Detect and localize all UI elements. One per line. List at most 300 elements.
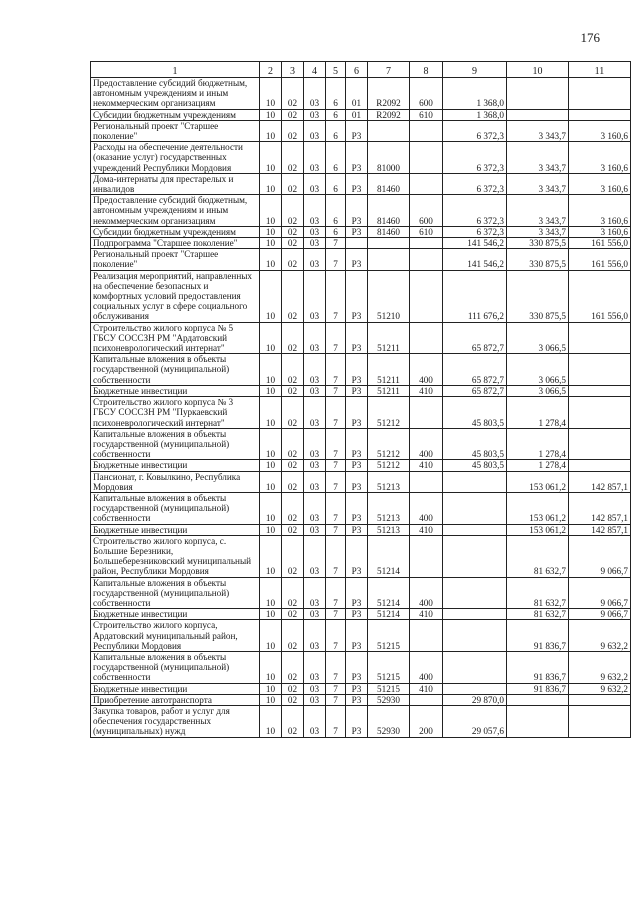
code-cell: 03 (304, 249, 326, 270)
amount-cell: 9 066,7 (569, 577, 631, 609)
code-cell: 03 (304, 471, 326, 492)
column-header: 5 (326, 62, 346, 78)
code-cell (410, 322, 443, 354)
code-cell: P3 (346, 460, 368, 471)
code-cell: 51215 (368, 683, 410, 694)
budget-table (90, 61, 631, 738)
amount-cell (569, 322, 631, 354)
column-header: 4 (304, 62, 326, 78)
code-cell: 7 (326, 651, 346, 683)
code-cell: 51214 (368, 535, 410, 577)
code-cell: 02 (282, 694, 304, 705)
amount-cell: 142 857,1 (569, 471, 631, 492)
code-cell: 81000 (368, 142, 410, 174)
code-cell: 7 (326, 609, 346, 620)
amount-cell (569, 460, 631, 471)
column-header: 11 (569, 62, 631, 78)
table-row (91, 620, 631, 652)
code-cell: P3 (346, 428, 368, 460)
amount-cell: 6 372,3 (443, 120, 507, 141)
code-cell: 51213 (368, 524, 410, 535)
amount-cell: 3 160,6 (569, 226, 631, 237)
table-row (91, 270, 631, 322)
table-row (91, 694, 631, 705)
code-cell: 10 (260, 524, 282, 535)
table-row (91, 651, 631, 683)
code-cell: 02 (282, 226, 304, 237)
code-cell: 51211 (368, 354, 410, 386)
table-row (91, 195, 631, 227)
code-cell: 02 (282, 705, 304, 737)
row-name-cell: Бюджетные инвестиции (91, 609, 260, 620)
code-cell: 610 (410, 226, 443, 237)
code-cell: 03 (304, 322, 326, 354)
code-cell: 7 (326, 694, 346, 705)
code-cell: 10 (260, 428, 282, 460)
amount-cell: 9 632,2 (569, 651, 631, 683)
amount-cell: 91 836,7 (507, 620, 569, 652)
amount-cell (507, 78, 569, 110)
amount-cell: 81 632,7 (507, 577, 569, 609)
code-cell: 7 (326, 705, 346, 737)
amount-cell (507, 694, 569, 705)
code-cell: P3 (346, 385, 368, 396)
table-row (91, 226, 631, 237)
amount-cell: 3 160,6 (569, 173, 631, 194)
code-cell: P3 (346, 705, 368, 737)
amount-cell: 91 836,7 (507, 683, 569, 694)
code-cell: 01 (346, 109, 368, 120)
code-cell: 02 (282, 620, 304, 652)
amount-cell: 9 066,7 (569, 535, 631, 577)
code-cell: 10 (260, 705, 282, 737)
table-row (91, 238, 631, 249)
code-cell: 10 (260, 694, 282, 705)
row-name-cell: Подпрограмма "Старшее поколение" (91, 238, 260, 249)
table-row (91, 173, 631, 194)
code-cell: 7 (326, 385, 346, 396)
amount-cell: 142 857,1 (569, 524, 631, 535)
code-cell: 10 (260, 471, 282, 492)
amount-cell: 141 546,2 (443, 238, 507, 249)
code-cell: 81460 (368, 226, 410, 237)
code-cell: 10 (260, 397, 282, 429)
code-cell: 03 (304, 142, 326, 174)
code-cell: 02 (282, 173, 304, 194)
code-cell: 410 (410, 524, 443, 535)
code-cell: 52930 (368, 694, 410, 705)
amount-cell (569, 705, 631, 737)
amount-cell: 6 372,3 (443, 195, 507, 227)
row-name-cell: Капитальные вложения в объекты государственной (муниципальной) собственности (91, 651, 260, 683)
code-cell: 03 (304, 694, 326, 705)
column-header: 2 (260, 62, 282, 78)
code-cell: 51215 (368, 620, 410, 652)
code-cell: 51212 (368, 460, 410, 471)
code-cell: 02 (282, 524, 304, 535)
code-cell: 02 (282, 195, 304, 227)
amount-cell (507, 705, 569, 737)
code-cell: 7 (326, 524, 346, 535)
code-cell: 6 (326, 173, 346, 194)
row-name-cell: Реализация мероприятий, направленных на обеспечение безопасных и комфортных условий предоставления социальных услуг в сфере социального обслуживания (91, 270, 260, 322)
code-cell: 400 (410, 651, 443, 683)
code-cell: P3 (346, 577, 368, 609)
code-cell: 03 (304, 460, 326, 471)
amount-cell (569, 428, 631, 460)
code-cell: 10 (260, 535, 282, 577)
code-cell: 7 (326, 322, 346, 354)
code-cell: 03 (304, 428, 326, 460)
amount-cell: 3 343,7 (507, 226, 569, 237)
row-name-cell: Расходы на обеспечение деятельности (оказание услуг) государственных учреждений Республики Мордовия (91, 142, 260, 174)
table-row (91, 142, 631, 174)
amount-cell: 65 872,7 (443, 322, 507, 354)
code-cell: 02 (282, 535, 304, 577)
amount-cell: 81 632,7 (507, 535, 569, 577)
code-cell: 10 (260, 173, 282, 194)
code-cell: 02 (282, 270, 304, 322)
code-cell: 03 (304, 524, 326, 535)
code-cell: 400 (410, 354, 443, 386)
row-name-cell: Строительство жилого корпуса № 5 ГБСУ СОССЗН РМ "Ардатовский психоневрологический интернат" (91, 322, 260, 354)
row-name-cell: Предоставление субсидий бюджетным, автономным учреждениям и иным некоммерческим организациям (91, 195, 260, 227)
code-cell: 10 (260, 683, 282, 694)
amount-cell (569, 109, 631, 120)
amount-cell: 9 632,2 (569, 620, 631, 652)
code-cell (410, 238, 443, 249)
code-cell: 410 (410, 460, 443, 471)
code-cell (410, 471, 443, 492)
code-cell: 10 (260, 620, 282, 652)
code-cell: 02 (282, 109, 304, 120)
code-cell: 02 (282, 78, 304, 110)
amount-cell: 111 676,2 (443, 270, 507, 322)
amount-cell: 1 278,4 (507, 397, 569, 429)
amount-cell (443, 524, 507, 535)
code-cell: 03 (304, 120, 326, 141)
amount-cell: 45 803,5 (443, 397, 507, 429)
code-cell: P3 (346, 120, 368, 141)
code-cell: 03 (304, 195, 326, 227)
code-cell: 02 (282, 397, 304, 429)
header-row (91, 62, 631, 78)
amount-cell: 3 066,5 (507, 385, 569, 396)
code-cell: 410 (410, 609, 443, 620)
code-cell (410, 142, 443, 174)
code-cell: 600 (410, 78, 443, 110)
amount-cell: 153 061,2 (507, 524, 569, 535)
table-row (91, 524, 631, 535)
code-cell: 10 (260, 460, 282, 471)
amount-cell: 3 343,7 (507, 195, 569, 227)
code-cell: 10 (260, 238, 282, 249)
code-cell: 10 (260, 249, 282, 270)
table-row (91, 249, 631, 270)
amount-cell: 3 160,6 (569, 195, 631, 227)
code-cell: 610 (410, 109, 443, 120)
amount-cell: 6 372,3 (443, 173, 507, 194)
amount-cell (443, 609, 507, 620)
table-row (91, 120, 631, 141)
code-cell: P3 (346, 249, 368, 270)
code-cell: 51215 (368, 651, 410, 683)
code-cell: P3 (346, 609, 368, 620)
code-cell: P3 (346, 354, 368, 386)
row-name-cell: Строительство жилого корпуса, с. Большие Березники, Большеберезниковский муниципальный район, Республики Мордовия (91, 535, 260, 577)
code-cell: 6 (326, 226, 346, 237)
table-row (91, 471, 631, 492)
amount-cell: 330 875,5 (507, 270, 569, 322)
amount-cell: 3 160,6 (569, 142, 631, 174)
code-cell: 03 (304, 109, 326, 120)
table-row (91, 577, 631, 609)
code-cell: 10 (260, 385, 282, 396)
row-name-cell: Капитальные вложения в объекты государственной (муниципальной) собственности (91, 577, 260, 609)
table-row (91, 492, 631, 524)
code-cell (368, 238, 410, 249)
row-name-cell: Субсидии бюджетным учреждениям (91, 109, 260, 120)
amount-cell: 91 836,7 (507, 651, 569, 683)
amount-cell: 161 556,0 (569, 238, 631, 249)
amount-cell: 3 343,7 (507, 142, 569, 174)
row-name-cell: Капитальные вложения в объекты государственной (муниципальной) собственности (91, 492, 260, 524)
amount-cell (569, 78, 631, 110)
code-cell: 410 (410, 385, 443, 396)
table-row (91, 460, 631, 471)
code-cell: 410 (410, 683, 443, 694)
code-cell (410, 270, 443, 322)
code-cell: P3 (346, 524, 368, 535)
code-cell: 03 (304, 173, 326, 194)
code-cell: P3 (346, 397, 368, 429)
amount-cell (443, 535, 507, 577)
row-name-cell: Бюджетные инвестиции (91, 460, 260, 471)
code-cell (410, 694, 443, 705)
code-cell: 400 (410, 577, 443, 609)
code-cell: P3 (346, 620, 368, 652)
column-header: 3 (282, 62, 304, 78)
code-cell: P3 (346, 651, 368, 683)
row-name-cell: Капитальные вложения в объекты государственной (муниципальной) собственности (91, 354, 260, 386)
code-cell: 10 (260, 120, 282, 141)
amount-cell: 141 546,2 (443, 249, 507, 270)
code-cell: 02 (282, 651, 304, 683)
amount-cell: 153 061,2 (507, 492, 569, 524)
code-cell: 10 (260, 142, 282, 174)
code-cell: 10 (260, 78, 282, 110)
amount-cell: 3 066,5 (507, 354, 569, 386)
code-cell: 7 (326, 460, 346, 471)
code-cell: 400 (410, 428, 443, 460)
code-cell (368, 249, 410, 270)
code-cell: P3 (346, 471, 368, 492)
code-cell: 7 (326, 397, 346, 429)
code-cell: 02 (282, 471, 304, 492)
code-cell: 7 (326, 270, 346, 322)
code-cell: 03 (304, 705, 326, 737)
amount-cell (443, 683, 507, 694)
code-cell: 7 (326, 249, 346, 270)
amount-cell (507, 109, 569, 120)
amount-cell: 3 066,5 (507, 322, 569, 354)
amount-cell: 65 872,7 (443, 385, 507, 396)
code-cell: 02 (282, 354, 304, 386)
code-cell: P3 (346, 173, 368, 194)
amount-cell: 6 372,3 (443, 142, 507, 174)
code-cell: 03 (304, 238, 326, 249)
table-header (91, 62, 631, 78)
code-cell: P3 (346, 142, 368, 174)
code-cell (410, 397, 443, 429)
amount-cell: 29 870,0 (443, 694, 507, 705)
code-cell: 51211 (368, 385, 410, 396)
code-cell: 03 (304, 683, 326, 694)
amount-cell: 45 803,5 (443, 460, 507, 471)
code-cell: 02 (282, 385, 304, 396)
amount-cell: 142 857,1 (569, 492, 631, 524)
code-cell: 200 (410, 705, 443, 737)
code-cell: 7 (326, 492, 346, 524)
amount-cell: 161 556,0 (569, 270, 631, 322)
code-cell (346, 238, 368, 249)
code-cell: 03 (304, 609, 326, 620)
code-cell: 02 (282, 492, 304, 524)
code-cell: P3 (346, 322, 368, 354)
code-cell: P3 (346, 226, 368, 237)
amount-cell: 330 875,5 (507, 238, 569, 249)
amount-cell: 330 875,5 (507, 249, 569, 270)
amount-cell (443, 471, 507, 492)
code-cell: 6 (326, 142, 346, 174)
row-name-cell: Приобретение автотранспорта (91, 694, 260, 705)
code-cell: 10 (260, 322, 282, 354)
code-cell: R2092 (368, 78, 410, 110)
code-cell: 400 (410, 492, 443, 524)
amount-cell (569, 354, 631, 386)
code-cell: 51210 (368, 270, 410, 322)
code-cell: 52930 (368, 705, 410, 737)
code-cell: 02 (282, 238, 304, 249)
code-cell: 51211 (368, 322, 410, 354)
amount-cell: 81 632,7 (507, 609, 569, 620)
amount-cell (569, 694, 631, 705)
code-cell: 7 (326, 428, 346, 460)
code-cell (410, 249, 443, 270)
amount-cell: 29 057,6 (443, 705, 507, 737)
code-cell: 6 (326, 78, 346, 110)
column-header: 6 (346, 62, 368, 78)
row-name-cell: Бюджетные инвестиции (91, 683, 260, 694)
code-cell: 03 (304, 397, 326, 429)
code-cell: 51213 (368, 492, 410, 524)
amount-cell: 1 368,0 (443, 109, 507, 120)
table-row (91, 683, 631, 694)
table-row (91, 397, 631, 429)
code-cell: 7 (326, 683, 346, 694)
code-cell: 10 (260, 109, 282, 120)
code-cell: 51214 (368, 577, 410, 609)
table-row (91, 609, 631, 620)
code-cell: 02 (282, 609, 304, 620)
amount-cell (443, 577, 507, 609)
code-cell: 51212 (368, 397, 410, 429)
page-number: 176 (580, 30, 600, 45)
code-cell: P3 (346, 195, 368, 227)
code-cell: 10 (260, 195, 282, 227)
column-header: 9 (443, 62, 507, 78)
code-cell: P3 (346, 492, 368, 524)
row-name-cell: Пансионат, г. Ковылкино, Республика Мордовия (91, 471, 260, 492)
code-cell: 7 (326, 535, 346, 577)
code-cell: 03 (304, 270, 326, 322)
code-cell: 7 (326, 354, 346, 386)
amount-cell: 3 343,7 (507, 173, 569, 194)
table-row (91, 535, 631, 577)
amount-cell: 1 278,4 (507, 428, 569, 460)
row-name-cell: Дома-интернаты для престарелых и инвалидов (91, 173, 260, 194)
code-cell: 02 (282, 142, 304, 174)
table-row (91, 78, 631, 110)
code-cell: 01 (346, 78, 368, 110)
code-cell: 7 (326, 471, 346, 492)
amount-cell (569, 385, 631, 396)
row-name-cell: Строительство жилого корпуса № 3 ГБСУ СОССЗН РМ "Пуркаевский психоневрологический интернат" (91, 397, 260, 429)
code-cell: 6 (326, 195, 346, 227)
table-row (91, 109, 631, 120)
table-row (91, 705, 631, 737)
code-cell: 10 (260, 492, 282, 524)
code-cell: 02 (282, 120, 304, 141)
row-name-cell: Бюджетные инвестиции (91, 524, 260, 535)
row-name-cell: Бюджетные инвестиции (91, 385, 260, 396)
amount-cell: 161 556,0 (569, 249, 631, 270)
code-cell: 6 (326, 120, 346, 141)
row-name-cell: Региональный проект "Старшее поколение" (91, 249, 260, 270)
code-cell: 51213 (368, 471, 410, 492)
table-row (91, 428, 631, 460)
amount-cell: 3 160,6 (569, 120, 631, 141)
amount-cell: 1 278,4 (507, 460, 569, 471)
code-cell (410, 620, 443, 652)
code-cell: 7 (326, 577, 346, 609)
code-cell: 51214 (368, 609, 410, 620)
code-cell (410, 120, 443, 141)
code-cell: R2092 (368, 109, 410, 120)
amount-cell (569, 397, 631, 429)
code-cell: 10 (260, 270, 282, 322)
code-cell: P3 (346, 535, 368, 577)
amount-cell: 153 061,2 (507, 471, 569, 492)
code-cell: 81460 (368, 195, 410, 227)
code-cell: 02 (282, 249, 304, 270)
amount-cell: 45 803,5 (443, 428, 507, 460)
code-cell: 03 (304, 385, 326, 396)
table-body (91, 78, 631, 738)
code-cell: 02 (282, 683, 304, 694)
table-row (91, 322, 631, 354)
code-cell: 6 (326, 109, 346, 120)
row-name-cell: Субсидии бюджетным учреждениям (91, 226, 260, 237)
code-cell: 02 (282, 577, 304, 609)
code-cell: 51212 (368, 428, 410, 460)
code-cell: 10 (260, 609, 282, 620)
amount-cell: 6 372,3 (443, 226, 507, 237)
code-cell: 02 (282, 460, 304, 471)
amount-cell (443, 492, 507, 524)
code-cell: 03 (304, 78, 326, 110)
code-cell: 10 (260, 226, 282, 237)
